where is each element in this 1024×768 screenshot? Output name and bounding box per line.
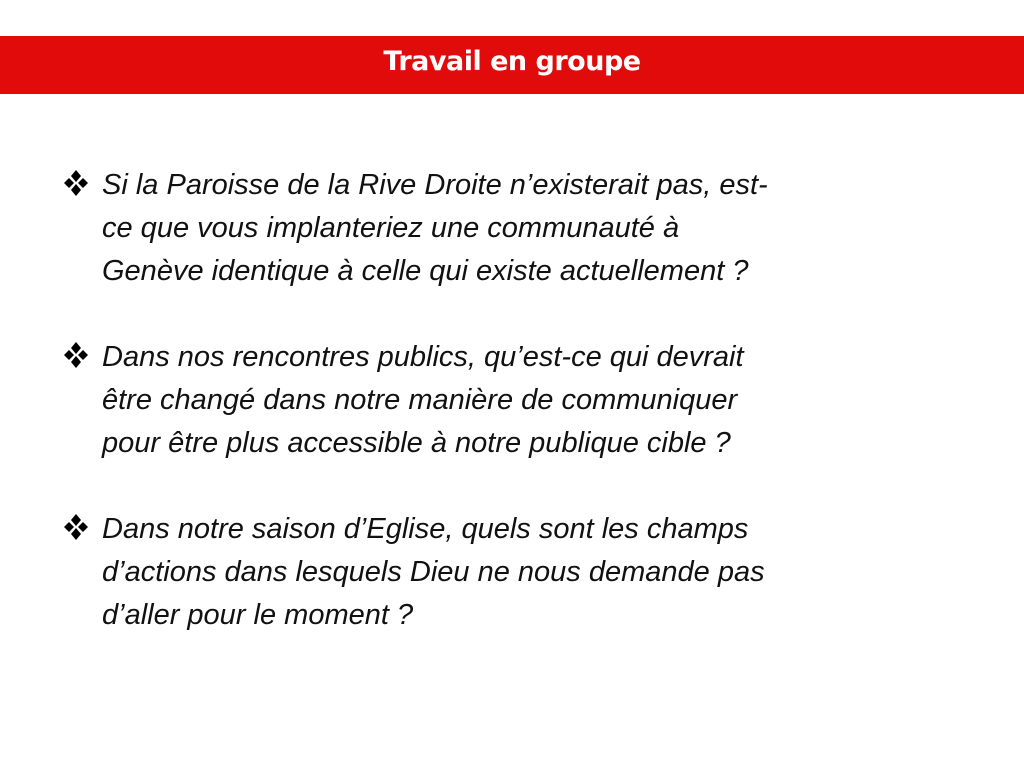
bullet-item [62, 336, 962, 465]
bullet-list [62, 164, 962, 680]
bullet-item [62, 508, 962, 637]
title-bar [0, 36, 1024, 94]
bullet-text: Dans notre saison d’Eglise, quels sont les champs d’actions dans lesquels Dieu ne nous demande pas d’aller pour le moment ? [102, 513, 765, 631]
bullet-item [62, 164, 962, 293]
bullet-text: Si la Paroisse de la Rive Droite n’existerait pas, est- ce que vous implanteriez une communauté à Genève identique à celle qui existe actuellement ? [102, 169, 768, 287]
four-diamond-bullet-icon [62, 513, 90, 541]
slide-title: Travail en groupe [383, 45, 641, 77]
four-diamond-bullet-icon [62, 341, 90, 369]
four-diamond-bullet-icon [62, 169, 90, 197]
bullet-text: Dans nos rencontres publics, qu’est-ce qui devrait être changé dans notre manière de communiquer pour être plus accessible à notre publique cible ? [102, 341, 744, 459]
